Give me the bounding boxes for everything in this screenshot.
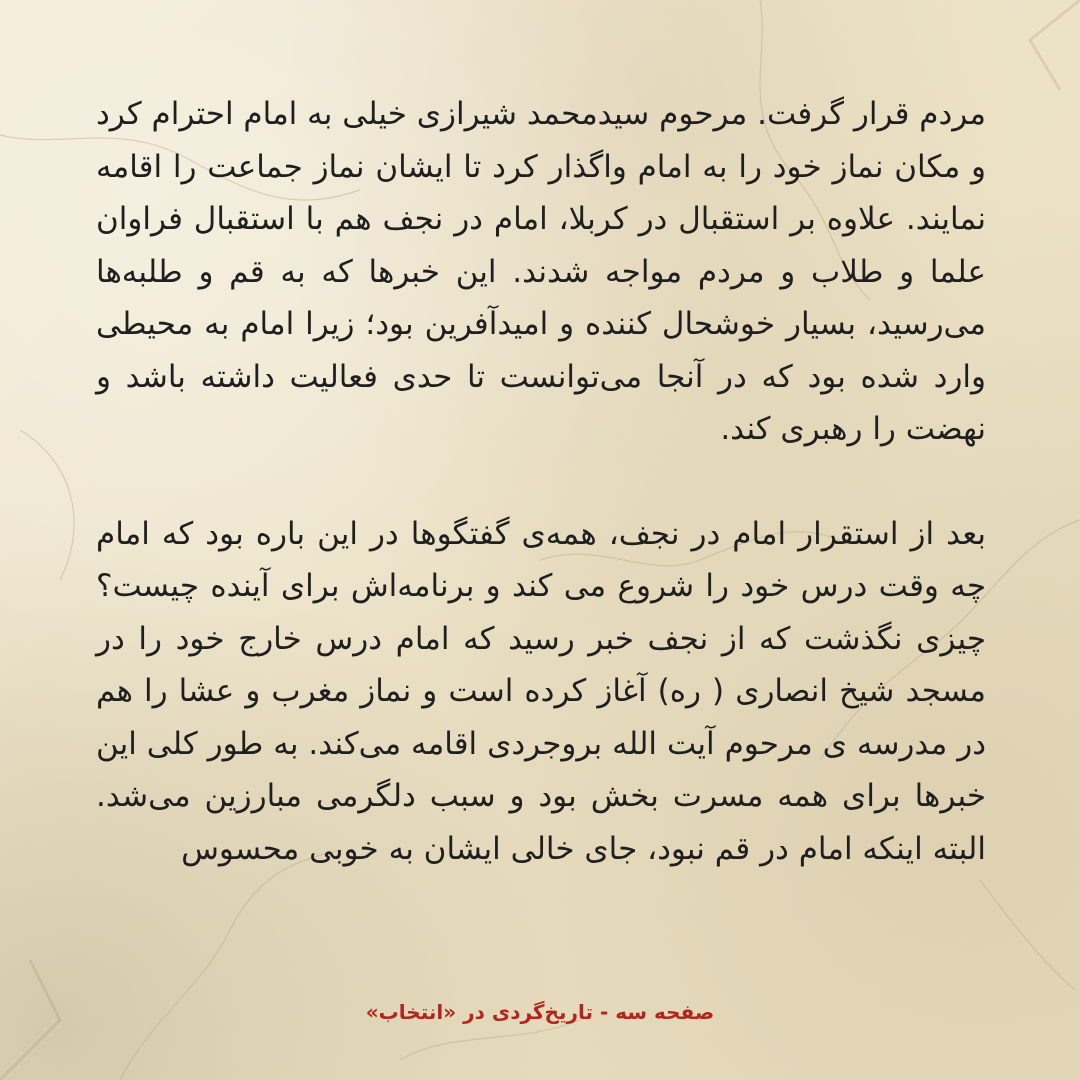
article-paragraph-2: بعد از استقرار امام در نجف، همه‌ی گفتگوها در این باره بود که امام چه وقت درس خود را شروع می کند و برنامه‌اش برای آینده چیست؟ چیزی نگذشت که از نجف خبر رسید که امام درس خارج خود را در مسجد شیخ انصاری ( ره) آغاز کرده است و نماز مغرب و عشا را هم در مدرسه ی مرحوم آیت الله بروجردی اقامه می‌کند. به طور کلی این خبرها برای همه مسرت بخش بود و سبب دلگرمی مبارزین می‌شد. البته اینکه امام در قم نبود، جای خالی ایشان به خوبی محسوس [96,515,986,867]
article-body [96,88,986,875]
page-footer-caption: صفحه سه - تاریخ‌گردی در «انتخاب» [365,1000,715,1024]
article-paragraph-1: مردم قرار گرفت. مرحوم سیدمحمد شیرازی خیلی به امام احترام کرد و مکان نماز خود را به امام واگذار کرد تا ایشان نماز جماعت را اقامه نمایند. علاوه بر استقبال در کربلا، امام در نجف هم با استقبال فراوان علما و طلاب و مردم مواجه شدند. این خبرها که به قم و طلبه‌ها می‌رسید، بسیار خوشحال کننده و امیدآفرین بود؛ زیرا امام به محیطی وارد شده بود که در آنجا می‌توانست تا حدی فعالیت داشته باشد و نهضت را رهبری کند. [96,96,986,447]
